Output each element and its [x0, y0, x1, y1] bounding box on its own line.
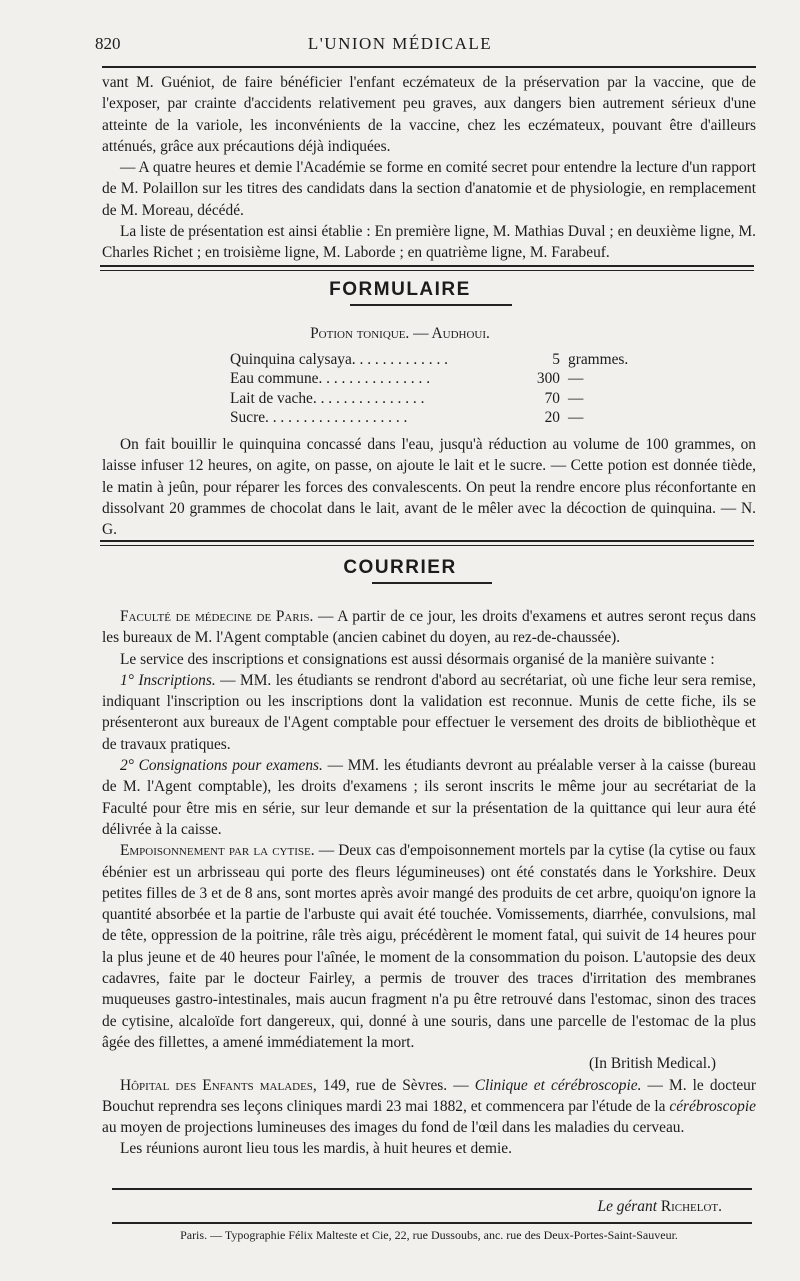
- ingredient-row: [230, 369, 650, 388]
- empoisonnement-paragraph: [102, 840, 756, 1053]
- empoisonnement-text: — Deux cas d'empoisonnement mortels par la cytise (la cytise ou faux ébénier est un arbrisseau qui porte des fleurs légumineuses) ont été constatés dans le Yorkshire. Deux petites filles de 3 et de 8 ans, sont mortes après avoir mangé des produits de cet arbre, quoiqu'on ignore la quantité absorbée et la partie de l'arbuste qui avait été touchée. Vomissements, diarrhée, convulsions, mal de tête, oppression de la poitrine, râle très aigu, précédèrent le moment fatal, qui suivit de 14 heures pour la plus jeune et de 40 heures pour l'aînée, le moment de la consommation du poison. L'autopsie des deux cadavres, faite par le docteur Fairley, a permis de trouver des traces d'irritation des membranes muqueuses gastro-intestinales, mais aucun fragment n'a pu être retrouvé dans l'estomac, sinon des traces de cytisine, alcaloïde fort dangereux, qui, donné à une souris, dans une parcelle de l'estomac de la plus âgée des fillettes, a amené immédiatement la mort.: [102, 842, 756, 1051]
- gerant-name: Richelot.: [660, 1198, 722, 1215]
- inscriptions-text: — MM. les étudiants se rendront d'abord au secrétariat, où une fiche leur sera remise, indiquant l'inscription ou les inscriptions dont la validation est reconnue. Munis de cette fiche, ils se présenteront aux bureaux de l'Agent comptable pour effectuer le versement des droits de bibliothèque et de travaux pratiques.: [102, 671, 756, 753]
- reunions-paragraph: Les réunions auront lieu tous les mardis, à huit heures et demie.: [120, 1140, 512, 1158]
- consignations-text: — MM. les étudiants devront au préalable verser à la caisse (bureau de M. l'Agent comptable), les droits d'examens ; ils seront inscrits le même jour au secrétariat de la Faculté pour être mis en série, sur leur demande et sur la présentation de la quittance qui leur aura été délivrée à la caisse.: [102, 757, 756, 838]
- intro-paragraph-3: La liste de présentation est ainsi établie : En première ligne, M. Mathias Duval ; en deuxième ligne, M. Charles Richet ; en troisième ligne, M. Laborde ; en quatrième ligne, M. Farabeuf.: [102, 223, 756, 262]
- formulaire-heading-underline: [350, 304, 512, 306]
- intro-section: [102, 72, 756, 264]
- ingredient-quantity: 5: [552, 351, 560, 368]
- faculte-text: — A partir de ce jour, les droits d'examens et autres seront reçus dans les bureaux de M. l'Agent comptable (ancien cabinet du doyen, au rez-de-chaussée).: [102, 608, 756, 647]
- recipe-ingredients: [230, 350, 650, 428]
- consignations-lead: 2° Consignations pour examens.: [120, 757, 323, 775]
- courrier-heading: COURRIER: [343, 557, 457, 578]
- ingredient-quantity: 20: [544, 409, 560, 427]
- footer-rule-2: [112, 1222, 752, 1224]
- printer-imprint: Paris. — Typographie Félix Malteste et Cie, 22, rue Dussoubs, anc. rue des Deux-Portes-Saint-Sauveur.: [180, 1228, 678, 1242]
- intro-paragraph-2: — A quatre heures et demie l'Académie se forme en comité secret pour entendre la lecture d'un rapport de M. Polaillon sur les titres des candidats dans la section d'anatomie et de physiologie, en remplacement de M. Moreau, décédé.: [102, 159, 756, 219]
- hopital-paragraph: [102, 1075, 756, 1139]
- footer-rule-1: [112, 1188, 752, 1190]
- formulaire-rule-top-1: [100, 265, 754, 267]
- faculte-paragraph: [102, 606, 756, 649]
- ingredient-name: Sucre. . . . . . . . . . . . . . . . . . .: [230, 409, 408, 427]
- courrier-rule-top-2: [100, 545, 754, 546]
- ingredient-unit: grammes.: [568, 351, 629, 368]
- formulaire-heading: FORMULAIRE: [329, 279, 471, 300]
- formulaire-rule-top-2: [100, 270, 754, 271]
- recipe-title: Potion tonique. — Audhoui.: [310, 325, 490, 342]
- inscriptions-lead: 1° Inscriptions.: [120, 671, 216, 689]
- hopital-text-3: au moyen de projections lumineuses des images du fond de l'œil dans les maladies du cerveau.: [102, 1119, 685, 1137]
- recipe-instructions-section: [102, 434, 756, 540]
- hopital-cerebroscopie: cérébroscopie: [669, 1097, 756, 1115]
- header-rule: [102, 66, 756, 68]
- running-title: L'UNION MÉDICALE: [307, 34, 493, 53]
- ingredient-unit: —: [568, 370, 584, 388]
- ingredient-quantity: 70: [544, 389, 560, 407]
- consignations-paragraph: [102, 755, 756, 840]
- empoisonnement-lead: Empoisonnement par la cytise.: [120, 842, 315, 860]
- courrier-section: [102, 606, 756, 1160]
- ingredient-row: [230, 350, 650, 369]
- service-paragraph: Le service des inscriptions et consignations est aussi désormais organisé de la manière suivante :: [120, 650, 715, 668]
- empoisonnement-source: (In British Medical.): [589, 1055, 716, 1073]
- ingredient-unit: —: [568, 389, 584, 407]
- page-header: [0, 34, 800, 64]
- recipe-instructions: On fait bouillir le quinquina concassé dans l'eau, jusqu'à réduction au volume de 100 grammes, on laisse infuser 12 heures, on agite, on passe, on ajoute le lait et le sucre. — Cette potion est donnée tiède, le matin à jeûn, pour réparer les forces des convalescents. On peut la rendre encore plus réconfortante en dissolvant 20 grammes de chocolat dans le lait, avant de le mêler avec la décoction de quinquina. — N. G.: [102, 436, 756, 539]
- courrier-rule-top-1: [100, 540, 754, 542]
- gerant-label: Le gérant: [597, 1198, 657, 1215]
- ingredient-row: [230, 389, 650, 408]
- gerant-signature: [102, 1198, 722, 1216]
- page-number: 820: [95, 34, 121, 53]
- hopital-text-2: — M. le docteur Bouchut reprendra ses leçons cliniques mardi 23 mai 1882, et commencera par l'étude de la: [102, 1076, 757, 1115]
- ingredient-unit: —: [568, 409, 584, 427]
- faculte-lead: Faculté de médecine de Paris.: [120, 608, 314, 625]
- hopital-text-1: 149, rue de Sèvres. —: [316, 1076, 475, 1094]
- ingredient-name: Lait de vache. . . . . . . . . . . . . . .: [230, 389, 425, 407]
- ingredient-row: [230, 408, 650, 427]
- ingredient-quantity: 300: [536, 370, 560, 388]
- intro-paragraph-1: vant M. Guéniot, de faire bénéficier l'enfant eczémateux de la préservation par la vaccine, que de l'exposer, par crainte d'accidents relativement peu graves, aux dangers bien autrement sérieux d'une atteinte de la variole, les inconvénients de la vaccine, chez les eczémateux, pouvant être d'ailleurs atténués, grâce aux précautions déjà indiquées.: [102, 74, 756, 155]
- ingredient-name: Quinquina calysaya. . . . . . . . . . . . .: [230, 351, 448, 368]
- courrier-heading-underline: [372, 582, 492, 584]
- hopital-course: Clinique et cérébroscopie.: [474, 1076, 642, 1094]
- inscriptions-paragraph: [102, 670, 756, 755]
- hopital-lead: Hôpital des Enfants malades,: [120, 1076, 317, 1094]
- ingredient-name: Eau commune. . . . . . . . . . . . . . .: [230, 370, 431, 388]
